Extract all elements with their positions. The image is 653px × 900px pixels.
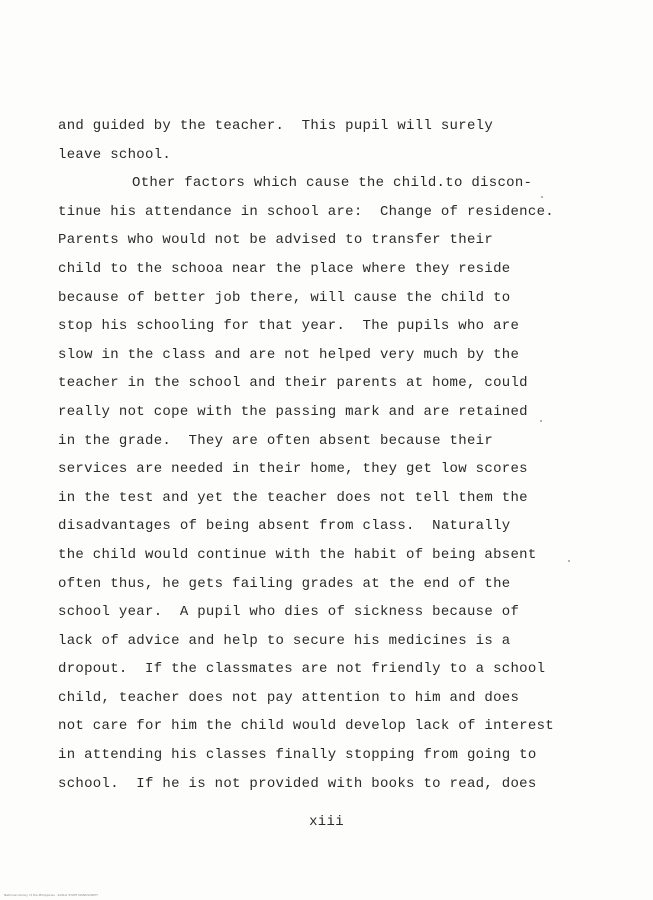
text-line: dropout. If the classmates are not friendly to a school bbox=[58, 661, 546, 678]
text-line: school year. A pupil who dies of sickness because of bbox=[58, 604, 520, 621]
text-line: and guided by the teacher. This pupil will surely bbox=[58, 118, 494, 134]
ink-speck bbox=[540, 420, 542, 422]
text-line: disadvantages of being absent from class. Naturally bbox=[58, 518, 511, 535]
text-line: leave school. bbox=[58, 146, 172, 163]
text-line: in the test and yet the teacher does not tell them the bbox=[58, 489, 528, 506]
text-line: slow in the class and are not helped very much by the bbox=[58, 346, 520, 363]
text-line: teacher in the school and their parents at home, could bbox=[58, 375, 528, 392]
page-number: xiii bbox=[309, 814, 344, 830]
ink-speck bbox=[568, 560, 570, 562]
text-line: often thus, he gets failing grades at the end of the bbox=[58, 575, 511, 592]
text-line: in attending his classes finally stopping from going to bbox=[58, 747, 537, 764]
text-line: tinue his attendance in school are: Change of residence. bbox=[58, 203, 554, 220]
footer-stamp: National Library of the Philippines · ILOILO STATE MANUSCRIPT bbox=[4, 893, 98, 897]
text-line: in the grade. They are often absent because their bbox=[58, 432, 494, 449]
text-line: not care for him the child would develop lack of interest bbox=[58, 718, 554, 735]
paragraph-first-line: Other factors which cause the child.to discon- bbox=[132, 175, 533, 192]
text-line: services are needed in their home, they get low scores bbox=[58, 461, 528, 478]
text-line: the child would continue with the habit of being absent bbox=[58, 546, 537, 563]
text-line: child, teacher does not pay attention to him and does bbox=[58, 689, 520, 706]
text-line: because of better job there, will cause the child to bbox=[58, 289, 511, 306]
text-line: school. If he is not provided with books to read, does bbox=[58, 775, 537, 792]
text-line: really not cope with the passing mark and are retained bbox=[58, 403, 528, 420]
body-text bbox=[58, 112, 648, 798]
ink-speck bbox=[541, 196, 543, 198]
text-line: child to the schooa near the place where they reside bbox=[58, 260, 511, 277]
text-line: Parents who would not be advised to transfer their bbox=[58, 232, 494, 249]
text-line: stop his schooling for that year. The pupils who are bbox=[58, 318, 520, 335]
text-line: lack of advice and help to secure his medicines is a bbox=[58, 632, 511, 649]
